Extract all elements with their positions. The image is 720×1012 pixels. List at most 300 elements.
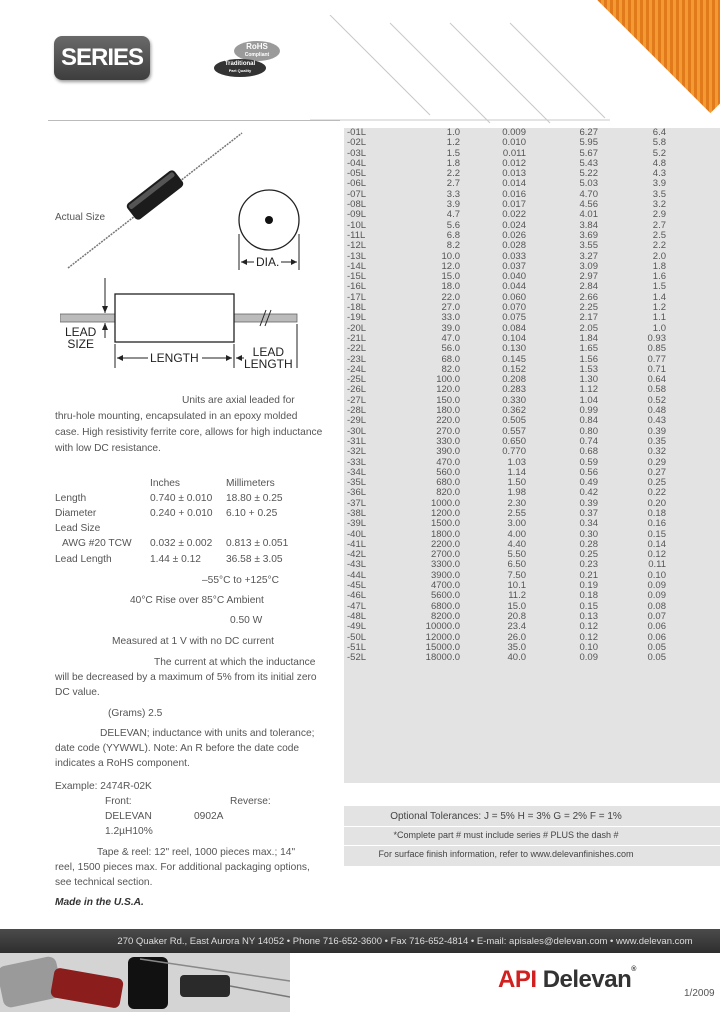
dc-resistance-cell: 1.03 <box>507 456 526 468</box>
lead-length-line2: LENGTH <box>244 357 293 371</box>
length-label: LENGTH <box>150 351 199 365</box>
current-line-3: DC value. <box>55 687 100 698</box>
srf-cell: 0.80 <box>579 425 598 437</box>
inductance-cell: 47.0 <box>441 332 460 344</box>
srf-cell: 0.56 <box>579 466 598 478</box>
current-rating-cell: 2.7 <box>652 219 666 231</box>
srf-cell: 5.03 <box>579 178 598 190</box>
inductance-cell: 2700.0 <box>430 549 460 561</box>
srf-cell: 0.15 <box>579 600 598 612</box>
inductance-cell: 1.2 <box>446 137 460 149</box>
part-suffix-cell: -19L <box>347 312 367 324</box>
dc-resistance-cell: 0.505 <box>502 415 526 427</box>
srf-cell: 2.66 <box>579 291 598 303</box>
part-suffix-cell: -50L <box>347 631 367 643</box>
dc-resistance-cell: 20.8 <box>507 610 526 622</box>
part-suffix-cell: -38L <box>347 507 367 519</box>
date-code: 1/2009 <box>684 988 715 999</box>
srf-cell: 0.25 <box>579 549 598 561</box>
dc-resistance-cell: 2.55 <box>507 507 526 519</box>
col-inches-header: Inches <box>150 478 181 489</box>
measured-note: Measured at 1 V with no DC current <box>112 636 274 647</box>
current-rating-cell: 2.9 <box>652 209 666 221</box>
dc-resistance-cell: 0.024 <box>502 219 526 231</box>
part-suffix-cell: -02L <box>347 137 367 149</box>
part-suffix-cell: -40L <box>347 528 367 540</box>
inductance-cell: 8.2 <box>446 240 460 252</box>
part-suffix-cell: -12L <box>347 240 367 252</box>
dc-resistance-cell: 0.060 <box>502 291 526 303</box>
current-rating-cell: 1.8 <box>652 260 666 272</box>
current-rating-cell: 0.52 <box>647 394 666 406</box>
dc-resistance-cell: 0.010 <box>502 137 526 149</box>
dc-resistance-cell: 0.104 <box>502 332 526 344</box>
srf-cell: 0.49 <box>579 477 598 489</box>
current-rating-cell: 1.6 <box>652 271 666 283</box>
current-rating-cell: 0.15 <box>647 528 666 540</box>
part-suffix-cell: -07L <box>347 188 367 200</box>
srf-cell: 0.68 <box>579 446 598 458</box>
current-rating-cell: 5.8 <box>652 137 666 149</box>
inductance-cell: 18.0 <box>441 281 460 293</box>
lead-size-line1: LEAD <box>65 325 97 339</box>
dc-resistance-cell: 4.00 <box>507 528 526 540</box>
tolerances-divider-1 <box>344 826 720 827</box>
inductance-cell: 8200.0 <box>430 610 460 622</box>
srf-cell: 3.84 <box>579 219 598 231</box>
marking-line-1: DELEVAN; inductance with units and tolerance; <box>100 728 315 739</box>
dc-resistance-cell: 0.022 <box>502 209 526 221</box>
traditional-label: Traditional <box>224 61 256 67</box>
inductance-cell: 82.0 <box>441 363 460 375</box>
srf-cell: 3.55 <box>579 240 598 252</box>
srf-cell: 5.43 <box>579 157 598 169</box>
brand-registered-mark: ® <box>631 966 636 973</box>
srf-cell: 0.99 <box>579 405 598 417</box>
part-suffix-cell: -34L <box>347 466 367 478</box>
srf-cell: 4.01 <box>579 209 598 221</box>
power-rating: 0.50 W <box>230 615 263 626</box>
inductance-cell: 390.0 <box>436 446 460 458</box>
current-rating-cell: 0.16 <box>647 518 666 530</box>
example-front-label: Front: <box>105 796 132 807</box>
inductance-cell: 2.7 <box>446 178 460 190</box>
current-rating-cell: 0.77 <box>647 353 666 365</box>
inductance-cell: 56.0 <box>441 343 460 355</box>
inductance-cell: 220.0 <box>436 415 460 427</box>
part-suffix-cell: -33L <box>347 456 367 468</box>
current-line-1: The current at which the inductance <box>154 657 316 668</box>
inductance-cell: 3900.0 <box>430 569 460 581</box>
current-rating-cell: 1.2 <box>652 302 666 314</box>
inductance-cell: 3300.0 <box>430 559 460 571</box>
description-line-4: with low DC resistance. <box>55 443 161 454</box>
dc-resistance-cell: 0.012 <box>502 157 526 169</box>
dc-resistance-cell: 35.0 <box>507 641 526 653</box>
inductance-cell: 4700.0 <box>430 580 460 592</box>
dc-resistance-cell: 15.0 <box>507 600 526 612</box>
inductance-cell: 1800.0 <box>430 528 460 540</box>
srf-cell: 1.65 <box>579 343 598 355</box>
current-rating-cell: 0.22 <box>647 487 666 499</box>
col-mm-header: Millimeters <box>226 478 275 489</box>
inductance-cell: 68.0 <box>441 353 460 365</box>
dim-mm-length: 18.80 ± 0.25 <box>226 493 283 504</box>
inductance-cell: 470.0 <box>436 456 460 468</box>
dc-resistance-cell: 26.0 <box>507 631 526 643</box>
brand-api: API <box>498 966 537 993</box>
dc-resistance-cell: 0.013 <box>502 168 526 180</box>
lead-size-line2: SIZE <box>67 337 95 351</box>
dc-resistance-cell: 0.009 <box>502 127 526 138</box>
part-suffix-cell: -03L <box>347 147 367 159</box>
current-rating-cell: 0.12 <box>647 549 666 561</box>
dc-resistance-cell: 0.037 <box>502 260 526 272</box>
brand-logo <box>498 966 636 994</box>
current-rating-cell: 0.32 <box>647 446 666 458</box>
example-label: Example: 2474R-02K <box>55 781 152 792</box>
srf-cell: 1.04 <box>579 394 598 406</box>
srf-cell: 0.21 <box>579 569 598 581</box>
dc-resistance-cell: 0.084 <box>502 322 526 334</box>
series-label: SERIES <box>60 44 144 71</box>
current-rating-cell: 2.2 <box>652 240 666 252</box>
parts-table <box>344 128 684 663</box>
part-suffix-cell: -20L <box>347 322 367 334</box>
srf-cell: 4.56 <box>579 199 598 211</box>
example-reverse-line-1: 0902A <box>194 811 224 822</box>
inductance-cell: 150.0 <box>436 394 460 406</box>
dc-resistance-cell: 0.362 <box>502 405 526 417</box>
current-rating-cell: 1.1 <box>652 312 666 324</box>
inductance-cell: 120.0 <box>436 384 460 396</box>
part-suffix-cell: -06L <box>347 178 367 190</box>
current-rating-cell: 3.2 <box>652 199 666 211</box>
dim-mm-diameter: 6.10 + 0.25 <box>226 508 278 519</box>
srf-cell: 2.25 <box>579 302 598 314</box>
part-suffix-cell: -41L <box>347 538 367 550</box>
packaging-line-3: see technical section. <box>55 877 153 888</box>
optional-tolerances: Optional Tolerances: J = 5% H = 3% G = 2% F = 1% <box>390 811 622 822</box>
dc-resistance-cell: 0.011 <box>502 147 526 159</box>
dc-resistance-cell: 0.016 <box>502 188 526 200</box>
dc-resistance-cell: 0.040 <box>502 271 526 283</box>
made-in-label: Made in the U.S.A. <box>55 897 144 908</box>
part-suffix-cell: -37L <box>347 497 367 509</box>
description-line-1: Units are axial leaded for <box>182 395 295 406</box>
dc-resistance-cell: 0.044 <box>502 281 526 293</box>
dim-label-lead-size: Lead Size <box>55 523 101 534</box>
srf-cell: 0.09 <box>579 652 598 664</box>
current-rating-cell: 1.0 <box>652 322 666 334</box>
part-suffix-cell: -51L <box>347 641 367 653</box>
current-rating-cell: 2.5 <box>652 229 666 241</box>
current-rating-cell: 0.10 <box>647 569 666 581</box>
srf-cell: 0.84 <box>579 415 598 427</box>
traditional-sub: Part Quality <box>228 68 252 73</box>
dim-label-diameter: Diameter <box>55 508 97 519</box>
inductance-cell: 4.7 <box>446 209 460 221</box>
dc-resistance-cell: 0.014 <box>502 178 526 190</box>
srf-cell: 1.56 <box>579 353 598 365</box>
srf-cell: 0.12 <box>579 621 598 633</box>
current-rating-cell: 0.07 <box>647 610 666 622</box>
current-rating-cell: 0.39 <box>647 425 666 437</box>
dc-resistance-cell: 1.14 <box>507 466 526 478</box>
srf-cell: 0.30 <box>579 528 598 540</box>
part-suffix-cell: -27L <box>347 394 367 406</box>
dc-resistance-cell: 7.50 <box>507 569 526 581</box>
srf-cell: 1.30 <box>579 374 598 386</box>
inductance-cell: 1.8 <box>446 157 460 169</box>
current-rating-cell: 3.5 <box>652 188 666 200</box>
inductance-cell: 1500.0 <box>430 518 460 530</box>
marking-line-3: indicates a RoHS component. <box>55 758 190 769</box>
srf-cell: 0.19 <box>579 580 598 592</box>
dc-resistance-cell: 2.30 <box>507 497 526 509</box>
table-row <box>344 622 684 632</box>
part-suffix-cell: -30L <box>347 425 367 437</box>
current-rating-cell: 0.35 <box>647 435 666 447</box>
current-rating-cell: 5.2 <box>652 147 666 159</box>
rohs-badge <box>234 41 280 61</box>
part-suffix-cell: -36L <box>347 487 367 499</box>
current-rating-cell: 2.0 <box>652 250 666 262</box>
srf-cell: 1.53 <box>579 363 598 375</box>
inductance-cell: 18000.0 <box>425 652 460 664</box>
current-rating-cell: 0.09 <box>647 590 666 602</box>
current-rating-cell: 0.64 <box>647 374 666 386</box>
dc-resistance-cell: 0.283 <box>502 384 526 396</box>
srf-cell: 0.28 <box>579 538 598 550</box>
lead-size-label <box>65 326 96 350</box>
current-line-2: will be decreased by a maximum of 5% from its initial zero <box>55 672 317 683</box>
current-rating-cell: 1.5 <box>652 281 666 293</box>
parts-table-panel <box>344 128 720 783</box>
inductance-cell: 15.0 <box>441 271 460 283</box>
part-suffix-cell: -28L <box>347 405 367 417</box>
part-suffix-cell: -11L <box>347 229 366 241</box>
current-rating-cell: 0.05 <box>647 641 666 653</box>
srf-cell: 6.27 <box>579 127 598 138</box>
inductance-cell: 5.6 <box>446 219 460 231</box>
example-front-line-2: 1.2µH10% <box>105 826 153 837</box>
part-suffix-cell: -09L <box>347 209 367 221</box>
srf-cell: 2.84 <box>579 281 598 293</box>
dim-inches-awg: 0.032 ± 0.002 <box>150 538 213 549</box>
part-suffix-cell: -44L <box>347 569 367 581</box>
dim-label-lead-length: Lead Length <box>55 554 112 565</box>
dc-resistance-cell: 0.152 <box>502 363 526 375</box>
current-rating-cell: 0.14 <box>647 538 666 550</box>
part-suffix-cell: -48L <box>347 610 367 622</box>
dc-resistance-cell: 0.017 <box>502 199 526 211</box>
current-rating-cell: 0.08 <box>647 600 666 612</box>
inductance-cell: 6.8 <box>446 229 460 241</box>
dim-inches-length: 0.740 ± 0.010 <box>150 493 213 504</box>
inductance-cell: 680.0 <box>436 477 460 489</box>
parts-table-body <box>344 128 684 663</box>
current-rating-cell: 0.09 <box>647 580 666 592</box>
dc-resistance-cell: 0.130 <box>502 343 526 355</box>
part-suffix-cell: -01L <box>347 127 367 138</box>
inductance-cell: 10000.0 <box>425 621 460 633</box>
srf-cell: 0.42 <box>579 487 598 499</box>
dc-resistance-cell: 0.070 <box>502 302 526 314</box>
current-rating-cell: 0.29 <box>647 456 666 468</box>
srf-cell: 2.05 <box>579 322 598 334</box>
dim-mm-awg: 0.813 ± 0.051 <box>226 538 289 549</box>
part-suffix-cell: -14L <box>347 260 367 272</box>
temp-range: –55°C to +125°C <box>202 575 279 586</box>
part-suffix-cell: -43L <box>347 559 367 571</box>
srf-cell: 0.37 <box>579 507 598 519</box>
weight: (Grams) 2.5 <box>108 708 163 719</box>
header-diagonal-lines <box>310 15 610 130</box>
part-suffix-cell: -04L <box>347 157 367 169</box>
current-rating-cell: 0.58 <box>647 384 666 396</box>
part-suffix-cell: -46L <box>347 590 367 602</box>
footer-address-bar <box>0 929 720 953</box>
lead-length-label <box>244 346 293 370</box>
part-suffix-cell: -21L <box>347 332 367 344</box>
srf-cell: 3.09 <box>579 260 598 272</box>
part-suffix-cell: -49L <box>347 621 367 633</box>
dim-inches-lead-length: 1.44 ± 0.12 <box>150 554 201 565</box>
rohs-sub: Compliant <box>244 52 270 58</box>
description-line-3: case. High resistivity ferrite core, allows for high inductance <box>55 427 323 438</box>
packaging-line-2: reel, 1500 pieces max. For additional packaging options, <box>55 862 310 873</box>
part-suffix-cell: -45L <box>347 580 367 592</box>
part-suffix-cell: -18L <box>347 302 367 314</box>
current-rating-cell: 0.25 <box>647 477 666 489</box>
current-rating-cell: 3.9 <box>652 178 666 190</box>
current-rating-cell: 0.05 <box>647 652 666 664</box>
inductance-cell: 3.3 <box>446 188 460 200</box>
inductance-cell: 5600.0 <box>430 590 460 602</box>
dc-resistance-cell: 4.40 <box>507 538 526 550</box>
part-suffix-cell: -31L <box>347 435 367 447</box>
dc-resistance-cell: 1.98 <box>507 487 526 499</box>
inductance-cell: 39.0 <box>441 322 460 334</box>
current-rating-cell: 0.20 <box>647 497 666 509</box>
part-suffix-cell: -05L <box>347 168 367 180</box>
part-suffix-cell: -22L <box>347 343 367 355</box>
inductance-cell: 2.2 <box>446 168 460 180</box>
inductance-cell: 270.0 <box>436 425 460 437</box>
packaging-line-1: Tape & reel: 12" reel, 1000 pieces max.; 14" <box>97 847 296 858</box>
dc-resistance-cell: 0.650 <box>502 435 526 447</box>
part-suffix-cell: -47L <box>347 600 367 612</box>
current-rating-cell: 0.43 <box>647 415 666 427</box>
traditional-badge <box>214 59 266 77</box>
dc-resistance-cell: 40.0 <box>507 652 526 664</box>
part-suffix-cell: -29L <box>347 415 367 427</box>
current-rating-cell: 0.85 <box>647 343 666 355</box>
dc-resistance-cell: 1.50 <box>507 477 526 489</box>
srf-cell: 0.10 <box>579 641 598 653</box>
current-rating-cell: 0.06 <box>647 621 666 633</box>
inductance-cell: 6800.0 <box>430 600 460 612</box>
dc-resistance-cell: 0.033 <box>502 250 526 262</box>
inductance-cell: 1200.0 <box>430 507 460 519</box>
inductance-cell: 3.9 <box>446 199 460 211</box>
dc-resistance-cell: 0.028 <box>502 240 526 252</box>
part-suffix-cell: -39L <box>347 518 367 530</box>
surface-finish-note: For surface finish information, refer to www.delevanfinishes.com <box>378 849 634 859</box>
part-suffix-cell: -25L <box>347 374 367 386</box>
part-suffix-cell: -16L <box>347 281 367 293</box>
inductance-cell: 1.5 <box>446 147 460 159</box>
srf-cell: 3.69 <box>579 229 598 241</box>
inductance-cell: 15000.0 <box>425 641 460 653</box>
dia-label: DIA. <box>256 255 280 269</box>
srf-cell: 0.13 <box>579 610 598 622</box>
srf-cell: 0.39 <box>579 497 598 509</box>
table-row <box>344 344 684 354</box>
dim-mm-lead-length: 36.58 ± 3.05 <box>226 554 283 565</box>
part-suffix-cell: -17L <box>347 291 367 303</box>
inductance-cell: 10.0 <box>441 250 460 262</box>
inductance-cell: 2200.0 <box>430 538 460 550</box>
part-suffix-cell: -23L <box>347 353 367 365</box>
part-suffix-cell: -10L <box>347 219 367 231</box>
srf-cell: 0.23 <box>579 559 598 571</box>
dc-resistance-cell: 0.145 <box>502 353 526 365</box>
inductance-cell: 560.0 <box>436 466 460 478</box>
inductance-cell: 12000.0 <box>425 631 460 643</box>
part-suffix-cell: -42L <box>347 549 367 561</box>
current-rating-cell: 1.4 <box>652 291 666 303</box>
marking-line-2: date code (YYWWL). Note: An R before the date code <box>55 743 300 754</box>
series-badge <box>54 36 150 80</box>
table-row <box>344 653 684 663</box>
part-suffix-cell: -15L <box>347 271 367 283</box>
inductance-cell: 820.0 <box>436 487 460 499</box>
example-front-line-1: DELEVAN <box>105 811 152 822</box>
part-suffix-cell: -32L <box>347 446 367 458</box>
dc-resistance-cell: 0.075 <box>502 312 526 324</box>
dim-inches-diameter: 0.240 + 0.010 <box>150 508 213 519</box>
srf-cell: 5.67 <box>579 147 598 159</box>
dc-resistance-cell: 23.4 <box>507 621 526 633</box>
srf-cell: 1.84 <box>579 332 598 344</box>
part-suffix-cell: -24L <box>347 363 367 375</box>
tolerances-divider-2 <box>344 845 720 846</box>
dim-label-length: Length <box>55 493 87 504</box>
dc-resistance-cell: 0.770 <box>502 446 526 458</box>
actual-size-label: Actual Size <box>55 212 106 223</box>
product-photo-illustration <box>0 953 290 1012</box>
srf-cell: 5.95 <box>579 137 598 149</box>
part-suffix-cell: -35L <box>347 477 367 489</box>
dc-resistance-cell: 11.2 <box>508 590 526 602</box>
dim-label-awg: AWG #20 TCW <box>62 538 132 549</box>
inductance-cell: 12.0 <box>441 260 460 272</box>
dc-resistance-cell: 3.00 <box>507 518 526 530</box>
current-rating-cell: 4.8 <box>652 157 666 169</box>
table-row <box>344 447 684 457</box>
dc-resistance-cell: 0.330 <box>502 394 526 406</box>
inductance-cell: 33.0 <box>441 312 460 324</box>
temp-rise: 40°C Rise over 85°C Ambient <box>130 595 264 606</box>
srf-cell: 2.17 <box>579 312 598 324</box>
current-rating-cell: 0.11 <box>648 559 666 571</box>
rohs-label: RoHS <box>246 42 268 51</box>
inductance-cell: 22.0 <box>441 291 460 303</box>
dc-resistance-cell: 0.026 <box>502 229 526 241</box>
footer-product-photo <box>0 953 290 1012</box>
